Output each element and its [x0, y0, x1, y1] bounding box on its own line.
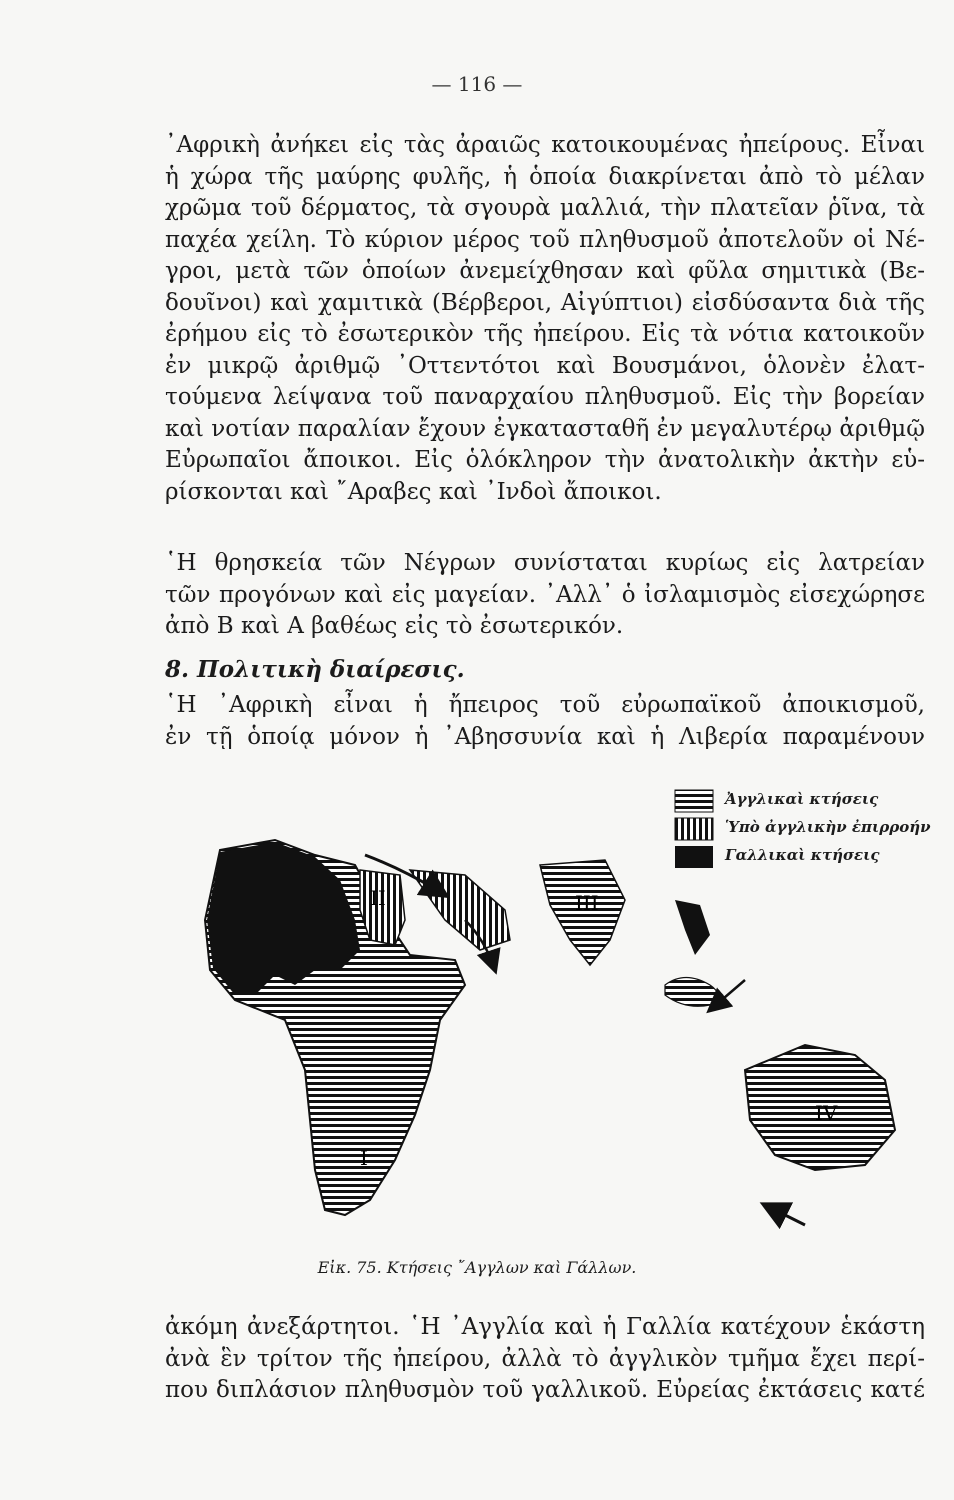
- region-label-II: II: [370, 886, 386, 910]
- text-line: ἐν μικρῷ ἀριθμῷ ᾿Οττεντότοι καὶ Βουσμάνοι, ὁλονὲν ἐλατ-: [165, 352, 925, 379]
- colonial-map-figure: [165, 770, 935, 1250]
- text-line: παχέα χείλη. Τὸ κύριον μέρος τοῦ πληθυσμοῦ ἀποτελοῦν οἱ Νέ-: [165, 226, 925, 253]
- paragraph-independence: [165, 1312, 925, 1407]
- region-label-III: III: [575, 891, 599, 915]
- region-label-IV: IV: [815, 1101, 838, 1125]
- legend-label-english: Ἀγγλικαὶ κτήσεις: [725, 790, 879, 808]
- text-line: ἀπὸ Β καὶ Α βαθέως εἰς τὸ ἐσωτερικόν.: [165, 613, 624, 639]
- arrow-shape: [765, 1205, 805, 1225]
- section-number: 8.: [165, 656, 190, 683]
- text-line: ἡ χώρα τῆς μαύρης φυλῆς, ἡ ὁποία διακρίνεται ἀπὸ τὸ μέλαν: [165, 163, 925, 190]
- paragraph-population: [165, 130, 925, 508]
- text-line: ἐρήμου εἰς τὸ ἐσωτερικὸν τῆς ἠπείρου. Εἰς τὰ νότια κατοικοῦν: [165, 321, 925, 347]
- page-number: — 116 —: [431, 72, 523, 96]
- map-svg: [165, 770, 935, 1250]
- text-line: που διπλάσιον πληθυσμὸν τοῦ γαλλικοῦ. Εὐρείας ἐκτάσεις κατέ: [165, 1377, 925, 1403]
- text-line: τῶν προγόνων καὶ εἰς μαγείαν. ᾿Αλλ᾿ ὁ ἰσλαμισμὸς εἰσεχώρησε: [165, 581, 925, 608]
- islands-outline: [665, 978, 718, 1007]
- indochina-area: [675, 900, 710, 955]
- text-line: ᾿Αφρικὴ ἀνήκει εἰς τὰς ἀραιῶς κατοικουμένας ἠπείρους. Εἶναι: [165, 132, 925, 158]
- text-line: ἐν τῇ ὁποίᾳ μόνον ἡ ᾿Αβησσυνία καὶ ἡ Λιβερία παραμένουν: [165, 723, 925, 750]
- paragraph-religion: [165, 548, 925, 643]
- text-line: ῾Η θρησκεία τῶν Νέγρων συνίσταται κυρίως εἰς λατρείαν: [165, 550, 925, 576]
- text-line: Εὐρωπαῖοι ἄποικοι. Εἰς ὁλόκληρον τὴν ἀνατολικὴν ἀκτὴν εὑ-: [165, 447, 925, 473]
- text-line: δουῖνοι) καὶ χαμιτικὰ (Βέρβεροι, Αἰγύπτιοι) εἰσδύσαντα διὰ τῆς: [165, 289, 925, 316]
- legend-swatch-influence: [675, 818, 713, 840]
- text-line: καὶ νοτίαν παραλίαν ἔχουν ἐγκατασταθῆ ἐν μεγαλυτέρῳ ἀριθμῷ: [165, 415, 925, 442]
- text-line: τούμενα λείψανα τοῦ παναρχαίου πληθυσμοῦ. Εἰς τὴν βορείαν: [165, 384, 925, 410]
- text-line: χρῶμα τοῦ δέρματος, τὰ σγουρὰ μαλλιά, τὴν πλατεῖαν ῥῖνα, τὰ: [165, 195, 925, 221]
- region-label-I: I: [360, 1146, 368, 1170]
- legend-label-influence: Ὑπὸ ἀγγλικὴν ἐπιρροήν: [725, 818, 931, 836]
- text-line: ῾Η ᾿Αφρικὴ εἶναι ἡ ἤπειρος τοῦ εὐρωπαϊκοῦ ἀποικισμοῦ,: [165, 692, 925, 718]
- section-heading: [165, 656, 465, 683]
- paragraph-political: [165, 690, 925, 753]
- legend-swatch-french: [675, 846, 713, 868]
- figure-caption: Εἰκ. 75. Κτήσεις ῎Αγγλων καὶ Γάλλων.: [317, 1258, 637, 1277]
- text-line: γροι, μετὰ τῶν ὁποίων ἀνεμείχθησαν καὶ φῦλα σημιτικὰ (Βε-: [165, 258, 925, 284]
- legend-swatch-english: [675, 790, 713, 812]
- text-line: ἀνὰ ἓν τρίτον τῆς ἠπείρου, ἀλλὰ τὸ ἀγγλικὸν τμῆμα ἔχει περί-: [165, 1345, 925, 1372]
- section-title: Πολιτικὴ διαίρεσις.: [197, 656, 465, 683]
- text-line: ρίσκονται καὶ ῎Αραβες καὶ ᾿Ινδοὶ ἄποικοι.: [165, 478, 662, 505]
- legend-label-french: Γαλλικαὶ κτήσεις: [725, 846, 880, 864]
- text-line: ἀκόμη ἀνεξάρτητοι. ῾Η ᾿Αγγλία καὶ ἡ Γαλλία κατέχουν ἑκάστη: [165, 1314, 925, 1340]
